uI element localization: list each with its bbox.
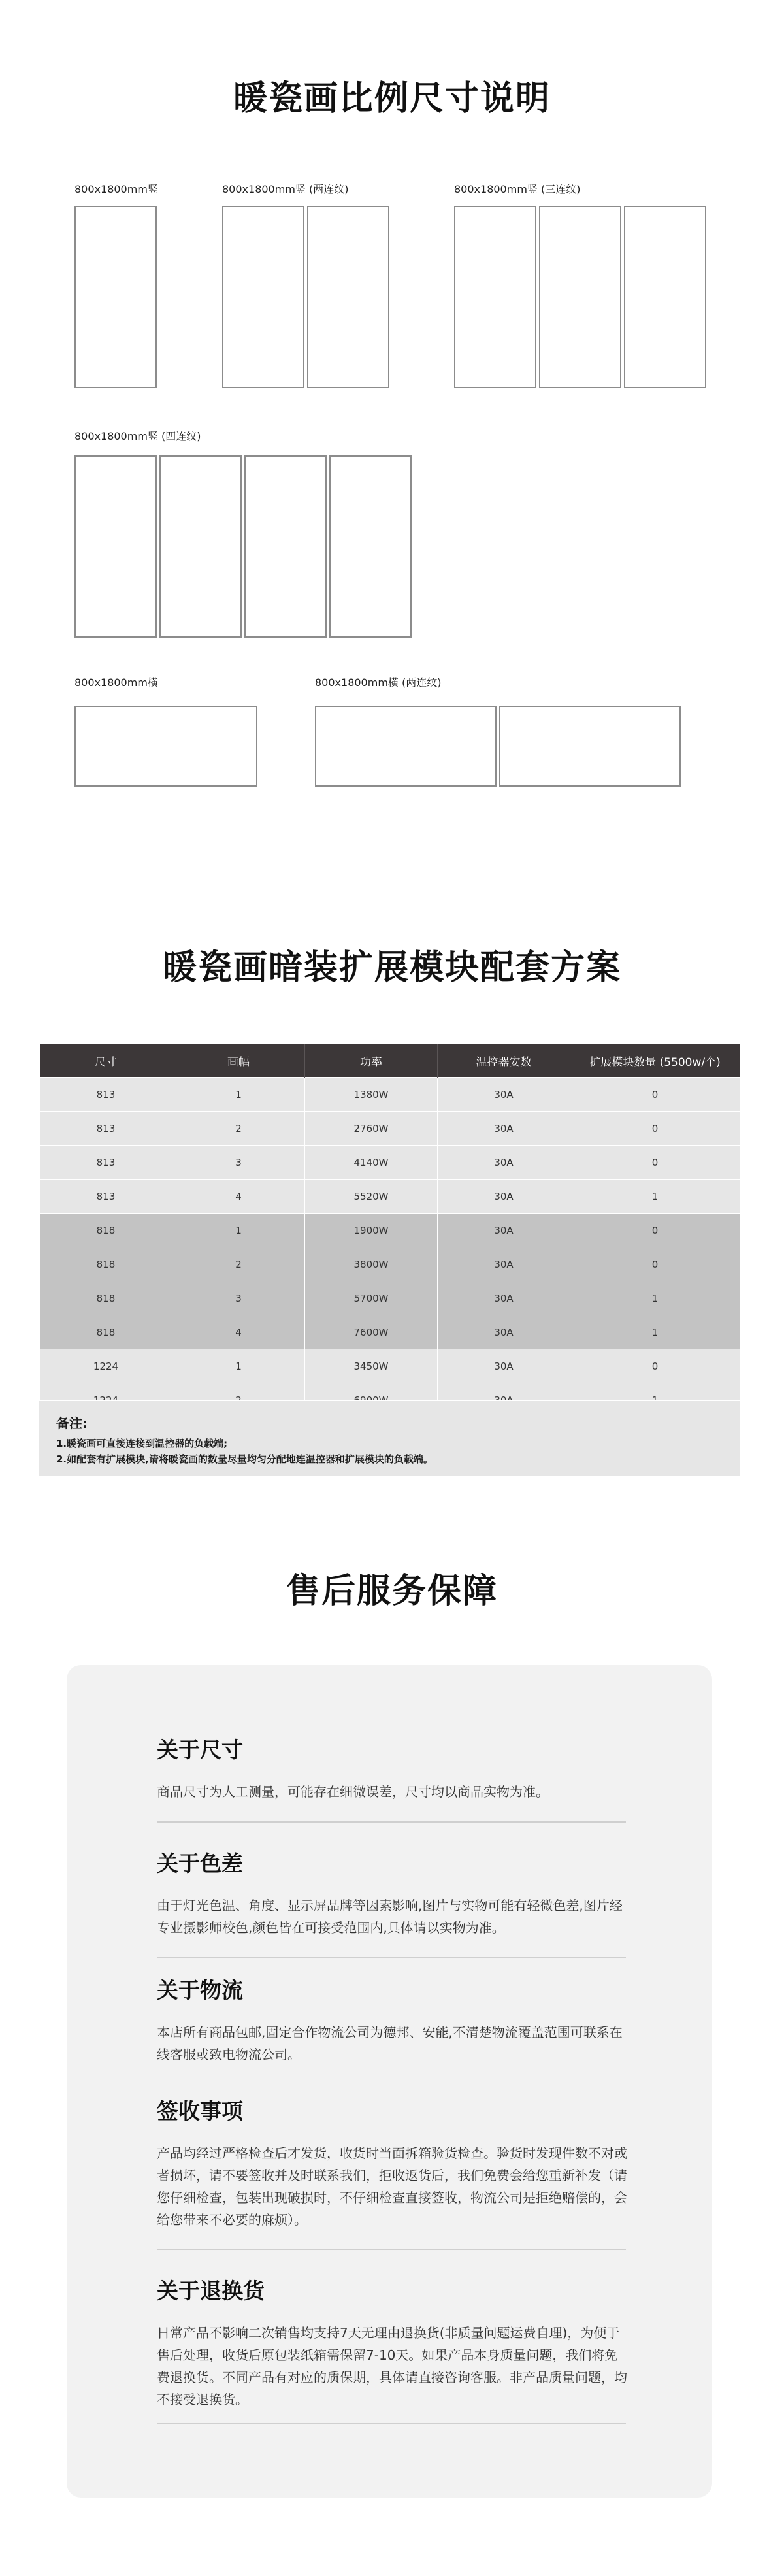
service-item-receipt xyxy=(157,2094,627,2231)
cell-size: 1224 xyxy=(40,1349,172,1383)
service-item-logistics xyxy=(157,1973,627,2066)
cell-power: 7600W xyxy=(305,1315,438,1349)
divider xyxy=(157,1957,626,1958)
panel-vertical-quad-2 xyxy=(159,455,242,638)
note-title: 备注: xyxy=(56,1415,88,1431)
cell-frames: 1 xyxy=(172,1349,305,1383)
module-section-title: 暖瓷画暗装扩展模块配套方案 xyxy=(162,948,621,987)
cell-power: 4140W xyxy=(305,1146,438,1180)
service-text: 本店所有商品包邮,固定合作物流公司为德邦、安能,不清楚物流覆盖范围可联系在线客服或致电物流公司。 xyxy=(157,2024,623,2062)
table-row xyxy=(40,1180,740,1214)
cell-power: 3800W xyxy=(305,1247,438,1281)
panel-vertical-quad-3 xyxy=(244,455,327,638)
label-vertical-single: 800x1800mm竖 xyxy=(74,183,158,195)
table-header-row xyxy=(40,1044,740,1078)
cell-power: 1900W xyxy=(305,1214,438,1247)
cell-frames: 4 xyxy=(172,1315,305,1349)
cell-amps: 30A xyxy=(438,1078,570,1112)
cell-size: 818 xyxy=(40,1281,172,1315)
cell-frames: 2 xyxy=(172,1112,305,1146)
service-heading: 关于色差 xyxy=(157,1851,243,1876)
cell-amps: 30A xyxy=(438,1315,570,1349)
note-line: 2.如配套有扩展模块,请将暖瓷画的数量尽量均匀分配地连温控器和扩展模块的负载端。 xyxy=(56,1453,433,1465)
panel-vertical-double-1 xyxy=(222,206,304,388)
cell-amps: 30A xyxy=(438,1214,570,1247)
label-horizontal-single: 800x1800mm横 xyxy=(74,676,158,689)
label-vertical-triple: 800x1800mm竖 (三连纹) xyxy=(454,183,581,195)
service-heading: 关于退换货 xyxy=(157,2278,265,2304)
service-text: 产品均经过严格检查后才发货，收货时当面拆箱验货检查。验货时发现件数不对或者损坏，请不要签收并及时联系我们，拒收返货后，我们免费会给您重新补发（请您仔细检查，包装出现破损时，不仔细检查直接签收，物流公司是拒绝赔偿的，会给您带来不必要的麻烦）。 xyxy=(157,2145,627,2228)
cell-frames: 1 xyxy=(172,1214,305,1247)
divider xyxy=(157,1821,626,1823)
label-horizontal-double: 800x1800mm横 (两连纹) xyxy=(315,676,442,689)
service-heading: 关于物流 xyxy=(157,1977,243,2003)
service-item-returns xyxy=(157,2274,627,2411)
label-vertical-double: 800x1800mm竖 (两连纹) xyxy=(222,183,349,195)
cell-modules: 0 xyxy=(570,1078,740,1112)
header-frames: 画幅 xyxy=(172,1044,305,1078)
panel-vertical-double-2 xyxy=(307,206,389,388)
cell-amps: 30A xyxy=(438,1112,570,1146)
cell-modules: 0 xyxy=(570,1146,740,1180)
cell-frames: 1 xyxy=(172,1078,305,1112)
cell-size: 818 xyxy=(40,1315,172,1349)
panel-vertical-triple-3 xyxy=(624,206,706,388)
table-row xyxy=(40,1315,740,1349)
module-table xyxy=(39,1044,740,1417)
table-row xyxy=(40,1281,740,1315)
cell-amps: 30A xyxy=(438,1247,570,1281)
table-row xyxy=(40,1349,740,1383)
panel-vertical-triple-2 xyxy=(539,206,621,388)
cell-modules: 1 xyxy=(570,1315,740,1349)
panel-horizontal-double-2 xyxy=(499,706,681,787)
table-row xyxy=(40,1146,740,1180)
service-text: 由于灯光色温、角度、显示屏品牌等因素影响,图片与实物可能有轻微色差,图片经专业摄影师校色,颜色皆在可接受范围内,具体请以实物为准。 xyxy=(157,1898,623,1936)
service-section-title: 售后服务保障 xyxy=(286,1572,498,1611)
cell-size: 818 xyxy=(40,1247,172,1281)
cell-size: 813 xyxy=(40,1078,172,1112)
cell-amps: 30A xyxy=(438,1281,570,1315)
cell-power: 2760W xyxy=(305,1112,438,1146)
table-row xyxy=(40,1247,740,1281)
table-note xyxy=(39,1400,740,1476)
panel-vertical-quad-4 xyxy=(329,455,412,638)
panel-horizontal-single xyxy=(74,706,257,787)
ratio-section-title: 暖瓷画比例尺寸说明 xyxy=(233,79,551,118)
cell-amps: 30A xyxy=(438,1180,570,1214)
divider xyxy=(157,2423,626,2424)
cell-size: 813 xyxy=(40,1112,172,1146)
cell-power: 5520W xyxy=(305,1180,438,1214)
cell-power: 5700W xyxy=(305,1281,438,1315)
panel-horizontal-double-1 xyxy=(315,706,497,787)
cell-frames: 3 xyxy=(172,1281,305,1315)
table-row xyxy=(40,1214,740,1247)
table-row xyxy=(40,1112,740,1146)
cell-amps: 30A xyxy=(438,1349,570,1383)
cell-amps: 30A xyxy=(438,1146,570,1180)
table-row xyxy=(40,1078,740,1112)
cell-modules: 1 xyxy=(570,1281,740,1315)
service-item-color xyxy=(157,1847,627,1939)
service-text: 商品尺寸为人工测量，可能存在细微误差，尺寸均以商品实物为准。 xyxy=(157,1784,549,1800)
cell-modules: 0 xyxy=(570,1214,740,1247)
cell-modules: 0 xyxy=(570,1349,740,1383)
panel-vertical-single xyxy=(74,206,157,388)
cell-size: 813 xyxy=(40,1146,172,1180)
cell-modules: 1 xyxy=(570,1180,740,1214)
header-module-count: 扩展模块数量 (5500w/个) xyxy=(570,1044,740,1078)
panel-vertical-quad-1 xyxy=(74,455,157,638)
divider xyxy=(157,2249,626,2250)
service-heading: 关于尺寸 xyxy=(157,1737,243,1762)
cell-size: 818 xyxy=(40,1214,172,1247)
note-line: 1.暖瓷画可直接连接到温控器的负载端; xyxy=(56,1438,228,1449)
cell-modules: 0 xyxy=(570,1112,740,1146)
service-text: 日常产品不影响二次销售均支持7天无理由退换货(非质量问题运费自理)，为便于售后处理，收货后原包装纸箱需保留7-10天。如果产品本身质量问题，我们将免费退换货。不同产品有对应的质保期，具体请直接咨询客服。非产品质量问题，均不接受退换货。 xyxy=(157,2325,627,2407)
cell-modules: 0 xyxy=(570,1247,740,1281)
panel-vertical-triple-1 xyxy=(454,206,536,388)
label-vertical-quad: 800x1800mm竖 (四连纹) xyxy=(74,430,201,442)
header-power: 功率 xyxy=(305,1044,438,1078)
cell-power: 1380W xyxy=(305,1078,438,1112)
service-heading: 签收事项 xyxy=(157,2098,243,2124)
cell-frames: 2 xyxy=(172,1247,305,1281)
service-item-size xyxy=(157,1733,627,1803)
cell-frames: 4 xyxy=(172,1180,305,1214)
header-size: 尺寸 xyxy=(40,1044,172,1078)
cell-frames: 3 xyxy=(172,1146,305,1180)
cell-power: 3450W xyxy=(305,1349,438,1383)
header-thermostat-amps: 温控器安数 xyxy=(438,1044,570,1078)
cell-size: 813 xyxy=(40,1180,172,1214)
